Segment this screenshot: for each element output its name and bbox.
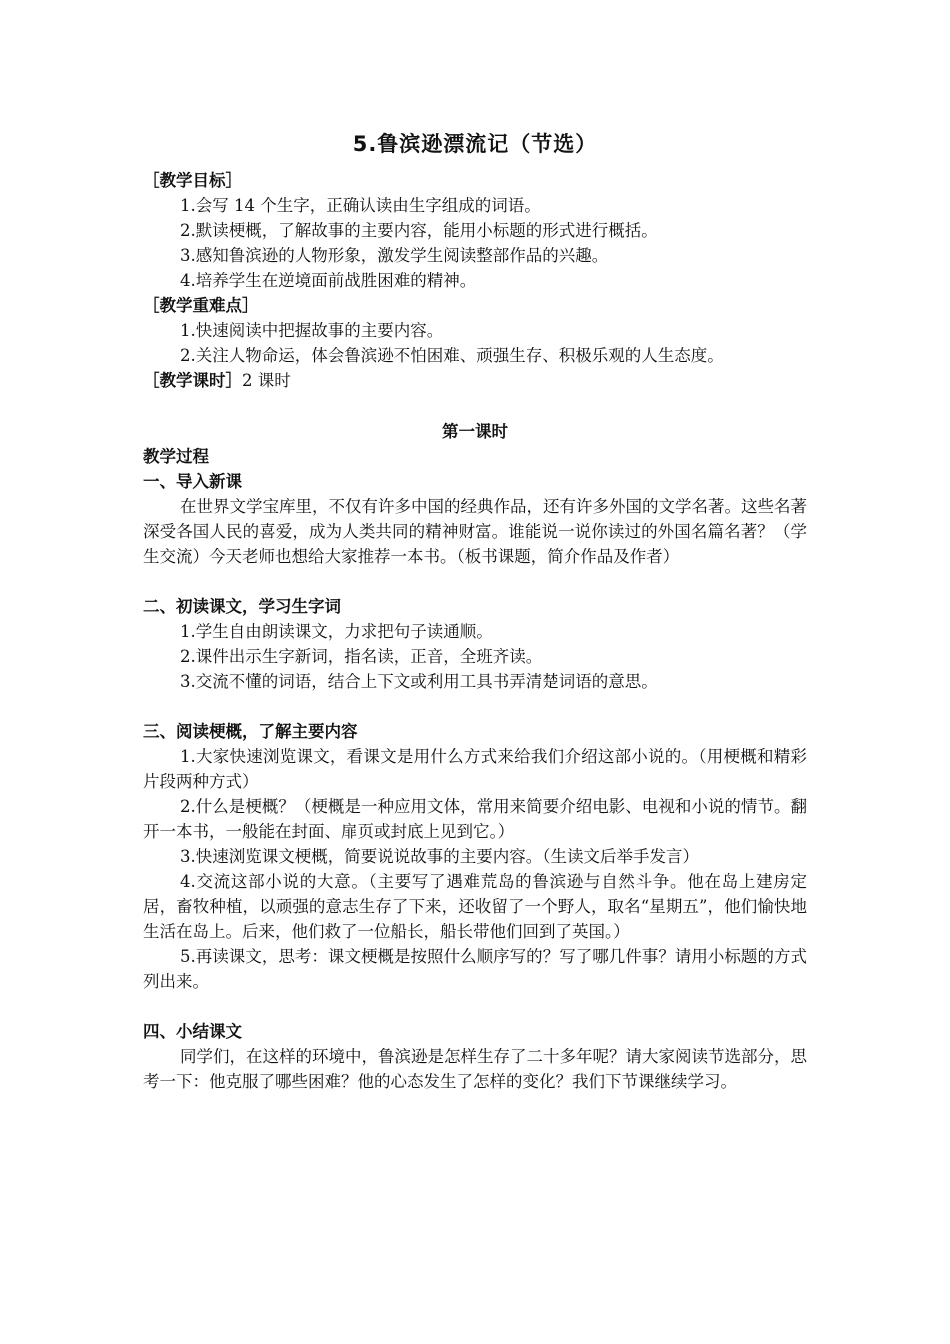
- key-point-item: 2.关注人物命运，体会鲁滨逊不怕困难、顽强生存、积极乐观的人生态度。: [180, 346, 724, 365]
- key-points-heading: ［教学重难点］: [143, 296, 259, 315]
- hours-heading: ［教学课时］: [143, 371, 242, 390]
- section-heading: 一、导入新课: [143, 472, 242, 491]
- document-title: 5.鲁滨逊漂流记（节选）: [352, 132, 598, 156]
- list-item: 3.快速浏览课文梗概，简要说说故事的主要内容。（生读文后举手发言）: [180, 847, 699, 866]
- document-body: [143, 168, 807, 1094]
- key-point-item: 1.快速阅读中把握故事的主要内容。: [180, 321, 444, 340]
- section-paragraph: 同学们，在这样的环境中，鲁滨逊是怎样生存了二十多年呢？请大家阅读节选部分，思考一下：他克服了哪些困难？他的心态发生了怎样的变化？我们下节课继续学习。: [143, 1047, 807, 1091]
- list-item: 5.再读课文，思考：课文梗概是按照什么顺序写的？写了哪几件事？请用小标题的方式列出来。: [143, 947, 807, 991]
- objectives-heading: ［教学目标］: [143, 171, 242, 190]
- list-item: 4.交流这部小说的大意。（主要写了遇难荒岛的鲁滨逊与自然斗争。他在岛上建房定居，畜牧种植，以顽强的意志生存了下来，还收留了一个野人，取名“星期五”，他们愉快地生活在岛上。后来，他们救了一位船长，船长带他们回到了英国。）: [143, 872, 807, 941]
- list-item: 1.大家快速浏览课文，看课文是用什么方式来给我们介绍这部小说的。（用梗概和精彩片段两种方式）: [143, 747, 807, 791]
- objective-item: 1.会写 14 个生字，正确认读由生字组成的词语。: [180, 196, 541, 215]
- section-heading: 二、初读课文，学习生字词: [143, 597, 341, 616]
- section-heading: 四、小结课文: [143, 1022, 242, 1041]
- objective-item: 3.感知鲁滨逊的人物形象，激发学生阅读整部作品的兴趣。: [180, 246, 609, 265]
- list-item: 1.学生自由朗读课文，力求把句子读通顺。: [180, 622, 493, 641]
- hours-value: 2 课时: [242, 371, 291, 390]
- list-item: 3.交流不懂的词语，结合上下文或利用工具书弄清楚词语的意思。: [180, 672, 658, 691]
- objective-item: 2.默读梗概，了解故事的主要内容，能用小标题的形式进行概括。: [180, 221, 658, 240]
- section-heading: 三、阅读梗概，了解主要内容: [143, 722, 358, 741]
- list-item: 2.什么是梗概？（梗概是一种应用文体，常用来简要介绍电影、电视和小说的情节。翻开一本书，一般能在封面、扉页或封底上见到它。）: [143, 797, 807, 841]
- section-paragraph: 在世界文学宝库里，不仅有许多中国的经典作品，还有许多外国的文学名著。这些名著深受各国人民的喜爱，成为人类共同的精神财富。谁能说一说你读过的外国名篇名著？（学生交流）今天老师也想给大家推荐一本书。（板书课题，简介作品及作者）: [143, 497, 807, 566]
- process-heading: 教学过程: [143, 447, 209, 466]
- objective-item: 4.培养学生在逆境面前战胜困难的精神。: [180, 271, 477, 290]
- hours-line: [143, 368, 807, 393]
- lesson-title: 第一课时: [442, 422, 508, 441]
- list-item: 2.课件出示生字新词，指名读，正音，全班齐读。: [180, 647, 543, 666]
